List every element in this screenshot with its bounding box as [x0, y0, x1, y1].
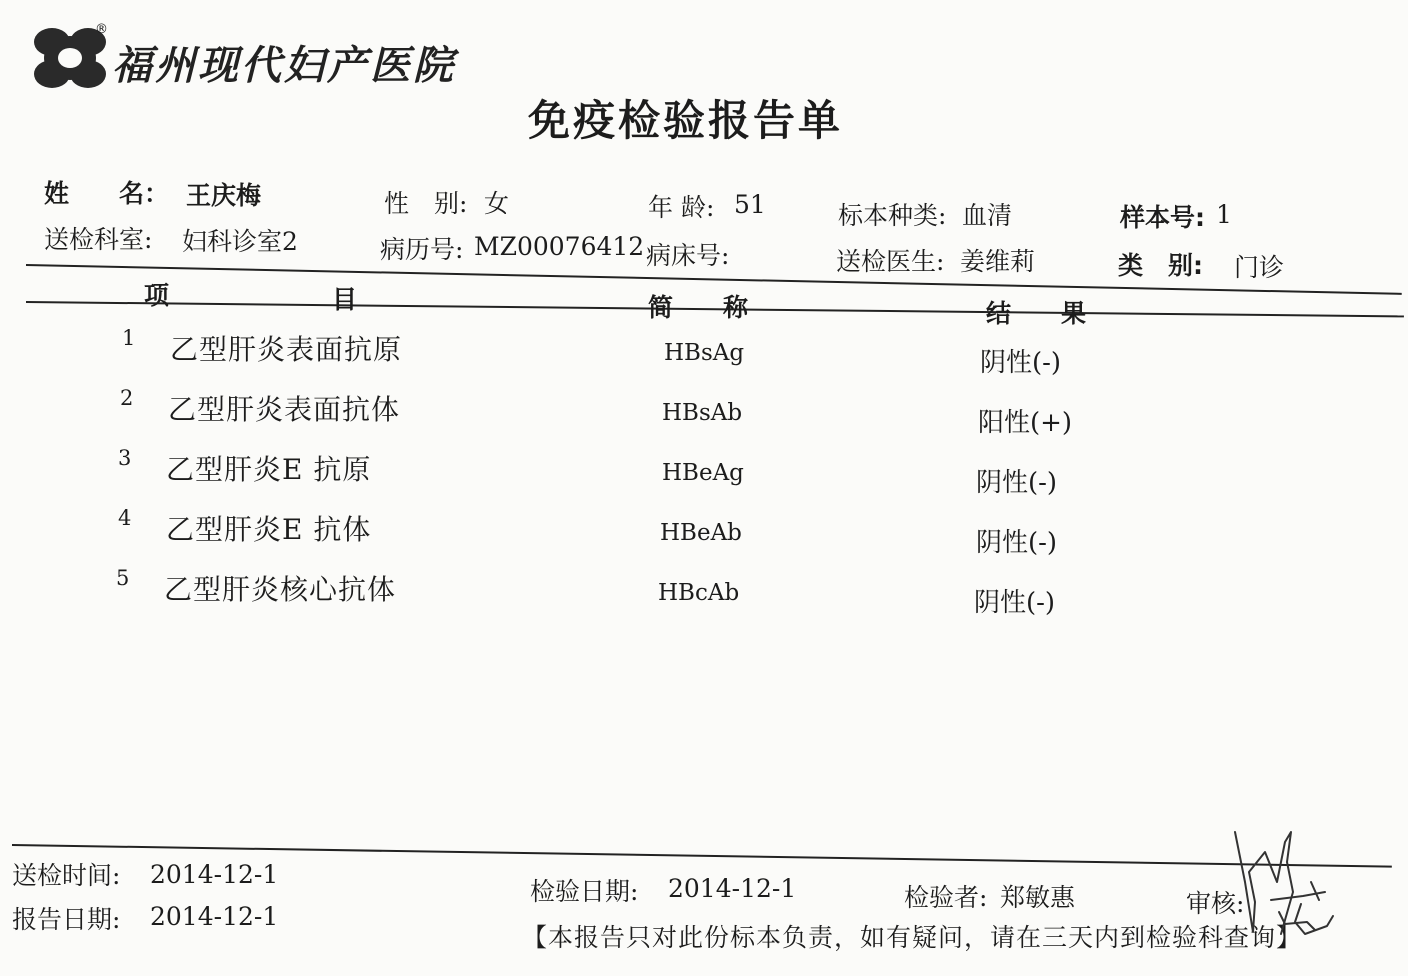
bed-no-label: 病床号: [646, 241, 730, 270]
report-title: 免疫检验报告单 [528, 96, 844, 145]
gender-label: 性 别: [384, 189, 468, 218]
header-result: 结 果 [986, 299, 1087, 328]
patient-gender: 女 [484, 189, 510, 218]
row-1-abbr: HBsAg [664, 340, 745, 366]
patient-name: 王庆梅 [186, 181, 262, 210]
sample-no-label: 样本号: [1120, 203, 1205, 232]
test-date-label: 检验日期: [530, 877, 639, 906]
row-1-name: 乙型肝炎表面抗原 [170, 333, 403, 366]
row-2-abbr: HBsAb [662, 400, 743, 426]
row-1-no: 1 [122, 326, 136, 350]
registered-mark: ® [95, 22, 108, 37]
row-5-name: 乙型肝炎核心抗体 [164, 573, 397, 606]
category: 门诊 [1234, 253, 1285, 282]
specimen-type: 血清 [962, 201, 1013, 230]
header-abbr: 简 称 [648, 293, 749, 322]
department: 妇科诊室2 [182, 227, 298, 256]
report-date: 2014-12-1 [150, 902, 279, 931]
tester: 郑敏惠 [1000, 883, 1076, 912]
row-2-no: 2 [120, 386, 134, 410]
age-label: 年 龄: [648, 193, 715, 222]
row-2-name: 乙型肝炎表面抗体 [168, 393, 401, 426]
record-no: MZ00076412 [474, 232, 645, 261]
submit-time-label: 送检时间: [12, 861, 121, 890]
row-3-name: 乙型肝炎E 抗原 [166, 453, 372, 486]
sample-no: 1 [1216, 200, 1232, 229]
tester-label: 检验者: [904, 883, 988, 912]
department-label: 送检科室: [44, 225, 153, 254]
row-4-name: 乙型肝炎E 抗体 [166, 513, 372, 546]
header-item-1: 项 [144, 281, 170, 310]
row-5-abbr: HBcAb [658, 580, 740, 606]
row-4-abbr: HBeAb [660, 520, 742, 546]
patient-age: 51 [734, 190, 766, 219]
row-4-result: 阴性(-) [976, 528, 1058, 558]
row-1-result: 阴性(-) [980, 348, 1062, 378]
record-no-label: 病历号: [380, 235, 464, 264]
row-3-result: 阴性(-) [976, 468, 1058, 498]
hospital-name: 福州现代妇产医院 [112, 43, 456, 89]
reviewer-label: 审核: [1186, 889, 1245, 918]
header-item-2: 目 [332, 285, 358, 314]
test-date: 2014-12-1 [668, 874, 797, 903]
row-5-no: 5 [116, 566, 130, 590]
doctor-label: 送检医生: [836, 247, 945, 276]
specimen-type-label: 标本种类: [838, 201, 947, 230]
category-label: 类 别: [1118, 251, 1203, 280]
row-2-result: 阳性(+) [978, 408, 1073, 438]
submit-time: 2014-12-1 [150, 860, 279, 889]
row-3-abbr: HBeAg [662, 460, 744, 486]
doctor: 姜维莉 [960, 247, 1036, 276]
row-5-result: 阴性(-) [974, 588, 1056, 618]
row-3-no: 3 [118, 446, 132, 470]
reviewer-signature-icon [1215, 822, 1335, 942]
row-4-no: 4 [118, 506, 132, 530]
disclaimer: 【本报告只对此份标本负责，如有疑问，请在三天内到检验科查询】 [522, 923, 1303, 952]
name-label: 姓 名： [44, 179, 170, 208]
report-date-label: 报告日期: [12, 905, 121, 934]
